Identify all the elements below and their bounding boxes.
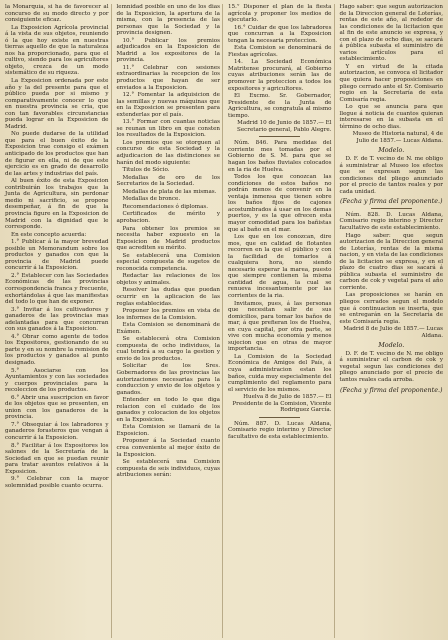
signature-line: Madrid 10 de Junio de 1857.— El Secretario general, Pablo Alegre. [237,120,332,133]
paragraph: 1.° Publicar á la mayor brevedad posible un Memorandum sobre los productos y ganados con que la provincia de Madrid puede concurrir á la Exposicion. [5,239,109,272]
paragraph: No puede dudarse de la utilidad que para el buen éxito de la Exposicion trae consigo el exámen anticipado de los productos que han de figurar en ella, ni de que este ejercicio es en grado de desarrollo de las artes y industrias del país. [5,131,109,177]
paragraph: Lo que se anuncia para que llegue á noticia de cuantos quieran interesarse en la subasta en el término de ocho dias. [339,104,443,130]
paragraph: Proponer á la Sociedad cuanto crea conveniente al mejor éxito de la Exposicion. [116,438,220,458]
paragraph: 4.° Obrar como agente de todos los Expositores, gestionando de su parte y en su nombre la remision de los productos y ganados al punto designado. [5,333,109,366]
paragraph: Medallas de oro de los Secretarios de la Sociedad. [116,174,220,188]
paragraph: 12.° Fomentar la adquisicion de las semillas y nuevas máquinas que en la Exposicion se presenten para extenderlas por el país. [116,92,220,118]
paragraph: 2.° Establecer con las Sociedades Económicas de las provincias correspondencia franca y frecuente, exhortándolas á que las manifiestas del todo lo que han de exponer. [5,272,109,306]
paragraph: 3.° Invitar á los cultivadores y ganaderos de las provincias mas adelantadas para que concurran con sus ganados á la Exposicion. [5,306,109,333]
signature-note: (Fecha y firma del proponente.) [339,197,443,206]
paragraph: 10.° Publicar los premios adjudicados en la Exposicion de Madrid a los expositores de la provincia. [116,37,220,64]
paragraph: Al buen éxito de esta Exposicion contribuirán los trabajos que la Junta de Agricultura, sin perdonar medio ni sacrificio, se propone desempeñar, á fin de que la provincia figure en la Exposicion de Madrid con la dignidad que le corresponde. [5,178,109,231]
signature-note: (Fecha y firma del proponente.) [339,385,443,394]
paragraph: 11.° Celebrar con sesiones extraordinarias la recepcion de los productos que hayan de ser enviados a la Exposicion. [116,64,220,91]
paragraph: Recomendaciones ó diplomas. [122,203,209,210]
paragraph: 6.° Abrir una suscripcion en favor de los objetos que se presenten, en union con los ganaderos de la provincia. [5,394,109,421]
notice-paragraph: Núm. 828. D. Lucas Aldana, Comisario regio interino y Director facultativo de este establecimiento. [339,211,443,231]
paragraph: Todos los que conozcan las condiciones de estos baños no podrán menos de convenir en la ventaja inmensa que tienen sobre los baños fijos de cajones acostumbrados á usar en los demas puertos, y es la que ofrecen esta mayor comodidad para los bañistas que al baño en el mar. [228,174,332,233]
paragraph: Entender en todo lo que diga relacion con el cuidado de los ganados y colocacion de los objetos en la Exposicion. [116,397,220,423]
paragraph: En este concepto acuerda: [11,231,87,238]
column-1 [3,4,112,638]
paragraph: D. F. de T. vecino de N. me obligo á suministrar al Museo los efectos que se expresan segun las condiciones del pliego anunciado por el precio de tantos reales y por cada unidad. [339,156,443,195]
paragraph: Certificados de mérito y aprobacion. [116,211,220,224]
paragraph: Los que en los conozcan, dire mos, que en calidad de flotantes recorren en la que el público y con la facilidad de tomarlos á cualquiera hora, no siendo necesario esperar la marea, puesto que siempre contienen la misma cantidad de agua, la cual se renueva incesantemente por las corrientes de la ria. [228,234,332,299]
paragraph: Se establecerá una Comision compuesta de seis individuos, cuyas atribuciones serán: [116,459,220,479]
paragraph: La Exposicion ordenada por este año y la del presente para que el público pueda por si mismo y comparativamente conocer lo que en nuestra provincia se cria, que con tan favorables circunstancias pueda lograr en la Exposicion de Madrid. [5,78,109,130]
section-divider [259,417,300,418]
paragraph: Medallas de plata de las mismas. [122,188,217,195]
paragraph: Resolver las dudas que puedan ocurrir en la aplicacion de las reglas establecidas. [116,287,220,307]
paragraph: Esta Comision se denominará de Fiestas agrícolas. [228,45,332,58]
paragraph: Hago saber: que segun autorizacion de la Direccion general de Loterías, rentas de este año, al rededor de las condiciones de la licitacion que al fin de este anuncio se expresa, y con el plazo de ocho dias, se sacará á pública subasta el suministro de varios artículos para el establecimiento. [339,4,443,63]
section-divider [371,208,412,209]
paragraph: Redactar las relaciones de los objetos y animales. [116,273,220,286]
paragraph: Proponer los premios en vista de los informes de la Comision. [116,308,220,321]
paragraph: Esta Comision se denominará de Exámen. [116,322,220,335]
paragraph: Se establecerá otra Comision compuesta de ocho individuos, la cual tendrá a su cargo la gestion y envio de los productos. [116,336,220,362]
model-heading: Modelo. [378,146,405,155]
paragraph: 7.° Obsequiar á los labradores y ganaderos forasteros que vengan á concurrir á la Exposicion. [5,421,109,441]
paragraph: Las proposiciones se harán en pliegos cerrados segun el modelo que á continuacion se inserta, que se entregarán en la Secretaría de este Comisaría regia. [339,292,443,325]
paragraph: Titulos de Sócio. [122,167,170,174]
paragraph: Invitamos, pues, á las personas que necesitan salir de sus domicilios, para tomar los baños de mar, á que prefieran los de Huelva, en cuya capital, por otra parte, se vive con mucha economía y menos sujecion que en otras de mayor importancia. [228,300,332,353]
paragraph: 13.° Formar con cuantas noticias se reunan un libro en que consten los resultados de la Exposicion. [116,119,220,139]
signature-line: Madrid 8 de Julio de 1857.— Lucas Aldana. [343,326,443,339]
paragraph: 16.° Cuidar de que los labradores que concurran a la Exposicion tengan la necesaria proteccion. [228,24,332,44]
paragraph: 8.° Facilitar á los Expositores los salones de la Secretaría de la Sociedad en que se puedan reunir para tratar asuntos relativos á la Exposicion. [5,442,109,475]
notice-paragraph: Núm. 887. D. Lucas Aldana, Comisario regio interino y Director facultativo de esta establecimiento. [228,420,332,440]
model-heading: Modelo. [378,341,405,350]
section-divider [259,136,300,137]
paragraph: Los premios que se otorguen al concurso de esta Sociedad y la adjudicacion de las distinciones se harán del modo siguiente: [116,139,220,166]
paragraph: 14. La Sociedad Económica Matritense procurará, al Gobierno cuyas atribuciones serán las de promover la proteccion a todos los expositores y agricultores. [228,59,332,92]
column-4 [338,4,446,638]
column-3 [226,4,335,638]
paragraph: La Exposicion Agrícola provincial á la vista de sus objetos, reuniendo ó la que hoy existe en nuestras tierras aquello de que la naturaleza nos ha proporcionado, para que el cultivo, siendo para los agricultores objeto, crezca de un modo sistemático de su riqueza. [5,24,109,77]
signature-line: Museo de Historia natural, 4 de Julio de 1857.— Lucas Aldana. [352,131,443,144]
paragraph: Esta Comision se llamará de la Exposicion. [116,424,220,437]
paragraph: Y en virtud de la citada autorizacion, se convoca el licitador que quiera hacer proposiciones en pliego cerrado ante el Sr. Comisario regio en la Secretaría de esta Comisaría regia. [339,63,443,103]
paragraph: Medallas de bronce. [122,196,181,203]
paragraph: D. F. de T. vecino de N. me obligo á suministrar el carbon de cok y vegetal segun las condiciones del pliego anunciado por el precio de tantos reales cada arroba. [339,350,443,383]
paragraph: La Comision de la Sociedad Económica de Amigos del País, á cuya administracion estan los baños, cuida muy especialmente del cumplimiento del reglamento para el servicio de los mismos. [228,353,332,393]
notice-paragraph: Núm. 846. Para medidas del corriente mes tomadas por el Gobierno de S. M. para que se hagan los baños fluviales colocados en la ria de Huelva. [228,140,332,173]
paragraph: Para obtener los premios se necesita haber expuesto en la Exposicion de Madrid productos que acrediten su mérito. [116,225,220,252]
paragraph: Solicitar de los Sres. Gobernadores de las provincias las autorizaciones necesarias para la conduccion y envio de los objetos y ganados. [116,363,220,396]
paragraph: 9.° Celebrar con la mayor solemnidad posible cuanto ocurra. [5,476,109,489]
signature-line: Huelva 8 de Julio de 1857.— El Presidente de la Comision, Vicente Rodriguez García. [232,394,332,414]
paragraph: 15.° Disponer el plan de la fiesta agrícola y proponer los medios de ejecutarlo. [228,4,332,24]
paragraph: la Monarquía, si ha de favorecer al concurso de su modo directo y por consiguiente eficaz. [5,4,109,24]
paragraph: lemnidad posible en uno de los dias de la Exposicion, la apertura de la misma, con la presencia de las personas que la Sociedad y la provincia designen. [116,4,220,37]
paragraph: El Excmo. Sr. Gobernador, Presidente de la Junta de Agricultura, se congratula al mismo tiempo. [228,93,332,119]
paragraph: Se establecerá una Comision especial compuesta de sugetos de reconocida competencia. [116,252,220,272]
column-2 [115,4,224,638]
paragraph: Hago saber: que segun autorizacion de la Direccion general de Loterías, rentas de la misma nacion, y en vista de las condiciones de la licitacion se expresa, y en el plazo de cuatro dias se sacará á pública subasta el suministro de carbon de cok y vegetal para el año corriente. [339,232,443,291]
paragraph: 5.° Asociarse con los Ayuntamientos y con las sociedades y cuerpos provinciales para la recoleccion de los productos. [5,367,109,394]
